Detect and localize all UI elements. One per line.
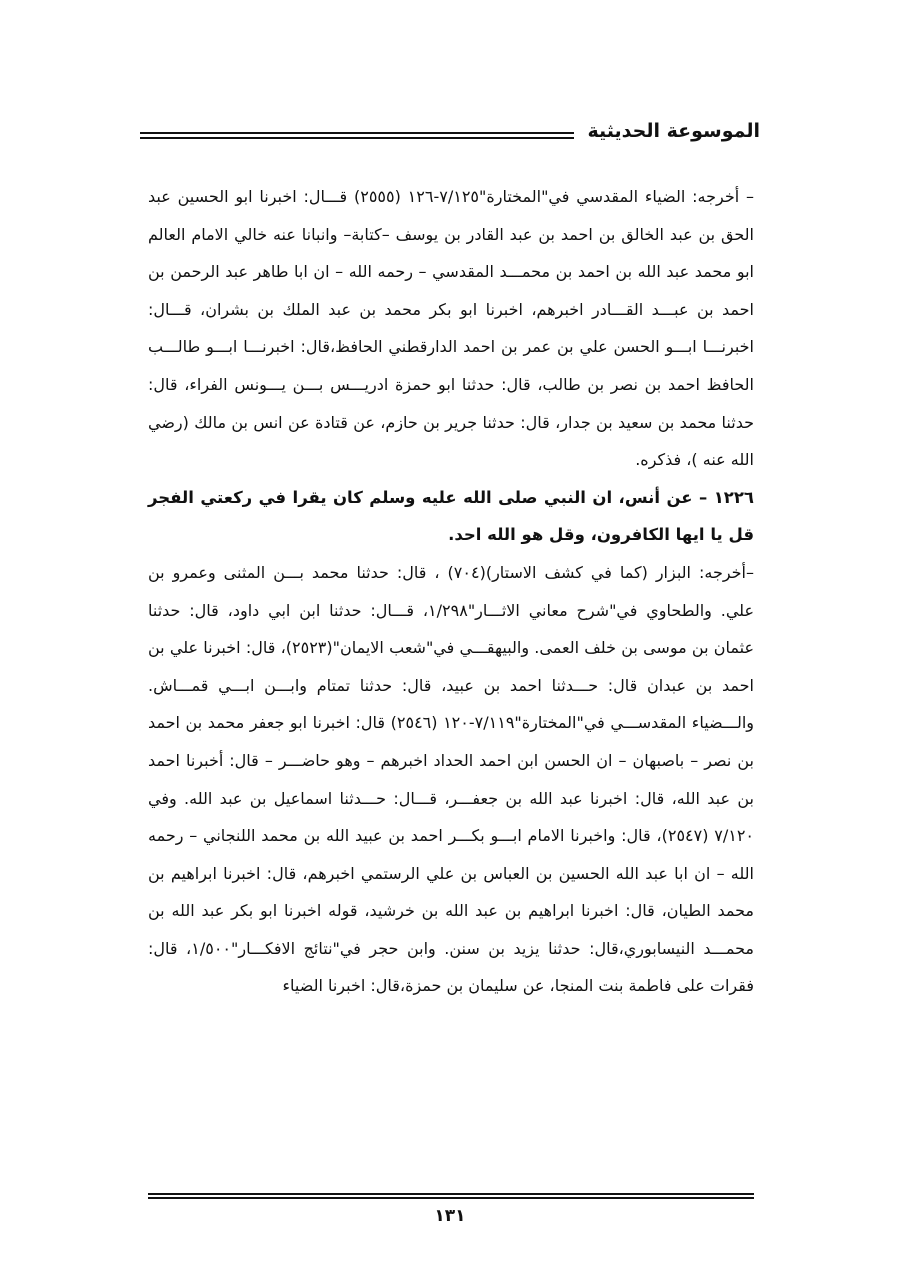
header-title: الموسوعة الحديثية [587,120,760,142]
header-rule-left [140,132,574,139]
page-body [148,178,754,1005]
paragraph-takhrij-2: –أخرجه: البزار (كما في كشف الاستار)(٧٠٤) ، قال: حدثنا محمد بـــن المثنى وعمرو بن علي. والطحاوي في"شرح معاني الاثـــار"١/٢٩٨، قـــال: حدثنا ابن ابي داود، قال: حدثنا عثمان بن موسى بن خلف العمى. والبيهقـــي في"شعب الايمان"(٢٥٢٣)، قال: اخبرنا علي بن احمد بن عبدان قال: حـــدثنا احمد بن عبيد، قال: حدثنا تمتام وابـــن ابـــي قمـــاش. والـــضياء المقدســـي في"المختارة"٧/١١٩-١٢٠ (٢٥٤٦) قال: اخبرنا ابو جعفر محمد بن احمد بن نصر – باصبهان – ان الحسن ابن احمد الحداد اخبرهم – وهو حاضـــر – قال: أخبرنا احمد بن عبد الله، قال: اخبرنا عبد الله بن جعفـــر، قـــال: حـــدثنا اسماعيل بن عبد الله. وفي ٧/١٢٠ (٢٥٤٧)، قال: واخبرنا الامام ابـــو بكـــر احمد بن عبيد الله بن محمد اللنجاني – رحمه الله – ان ابا عبد الله الحسين بن العباس بن علي الرستمي اخبرهم، قال: اخبرنا ابراهيم بن محمد الطيان، قال: اخبرنا ابراهيم بن عبد الله بن خرشيد، قوله اخبرنا ابو بكر عبد الله بن محمـــد النيسابوري،قال: حدثنا يزيد بن سنن. وابن حجر في"نتائج الافكـــار"١/٥٠٠، قال: فقرات على فاطمة بنت المنجا، عن سليمان بن حمزة،قال: اخبرنا الضياء [148,562,755,996]
page-number: ١٣١ [434,1206,466,1226]
footer-rule [148,1193,754,1199]
paragraph-hadith-1226: ١٢٢٦ – عن أنس، ان النبي صلى الله عليه وسلم كان يقرا في ركعتي الفجر قل يا ايها الكافرون، وقل هو الله احد. [148,487,754,545]
paragraph-takhrij-1: – أخرجه: الضياء المقدسي في"المختارة"٧/١٢٥-١٢٦ (٢٥٥٥) قـــال: اخبرنا ابو الحسين عبد الحق بن عبد الخالق بن احمد بن عبد القادر بن يوسف –كتابة– وانبانا عنه خالي الامام العالم ابو محمد عبد الله بن احمد بن محمـــد المقدسي – رحمه الله – ان ابا طاهر عبد الرحمن بن احمد بن عبـــد القـــادر اخبرهم، اخبرنا ابو بكر محمد بن عبد الملك بن بشران، قـــال: اخبرنـــا ابـــو الحسن علي بن عمر بن احمد الدارقطني الحافظ،قال: اخبرنـــا ابـــو طالـــب الحافظ احمد بن نصر بن طالب، قال: حدثنا ابو حمزة ادريـــس بـــن يـــونس الفراء، قال: حدثنا محمد بن سعيد بن جدار، قال: حدثنا جرير بن حازم، عن قتادة عن انس بن مالك (رضي الله عنه )، فذكره. [148,187,755,470]
running-header [140,118,760,158]
